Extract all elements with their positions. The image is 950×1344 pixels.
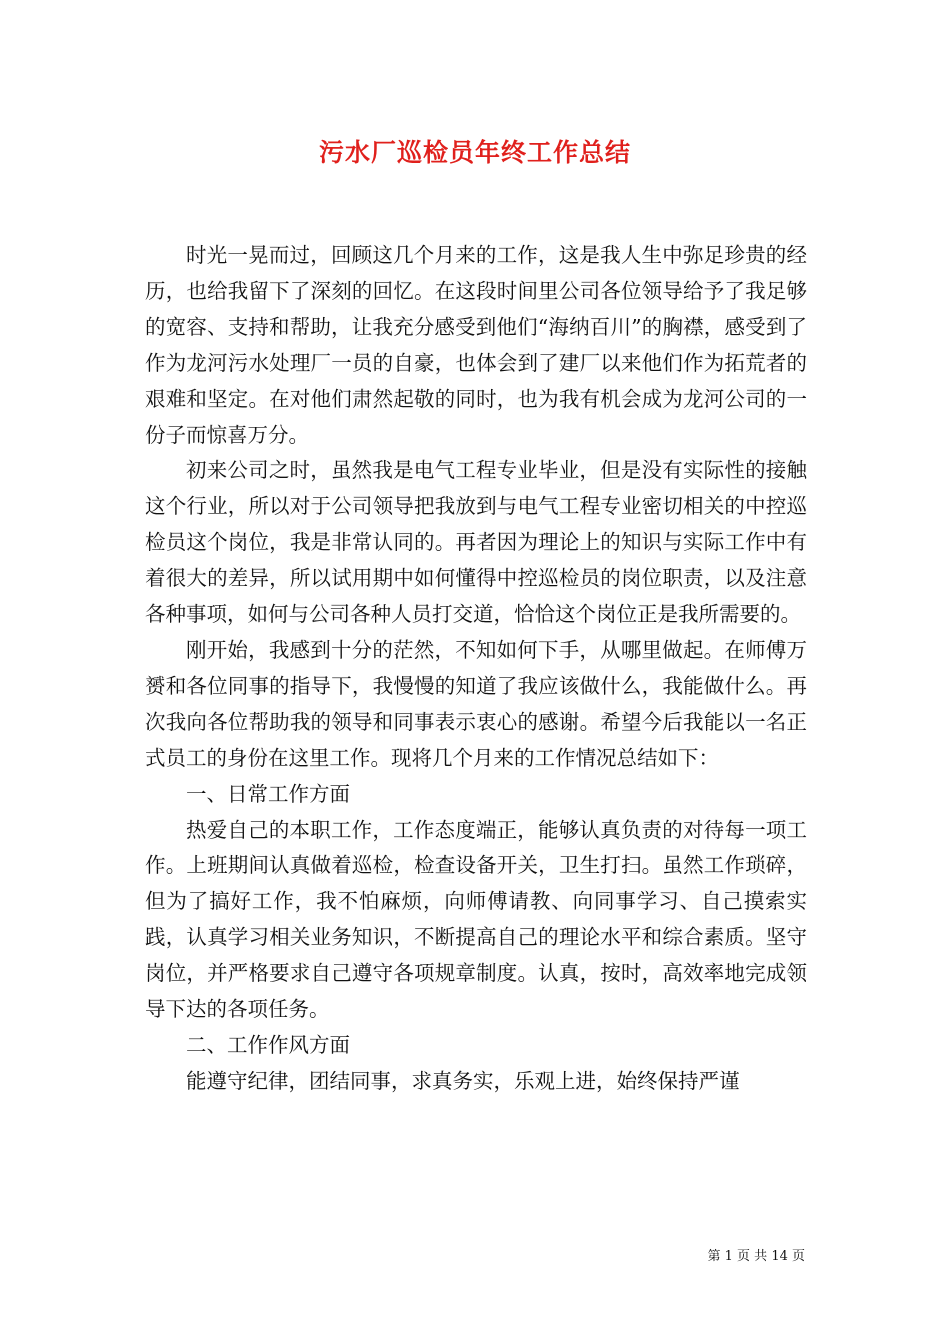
page-number-footer: 第 1 页 共 14 页 [707,1249,805,1264]
paragraph: 热爱自己的本职工作，工作态度端正，能够认真负责的对待每一项工作。上班期间认真做着巡检，检查设备开关，卫生打扫。虽然工作琐碎，但为了搞好工作，我不怕麻烦，向师傅请教、向同事学习、自己摸索实践，认真学习相关业务知识，不断提高自己的理论水平和综合素质。坚守岗位，并严格要求自己遵守各项规章制度。认真，按时，高效率地完成领导下达的各项任务。 [145,817,807,1022]
paragraph: 时光一晃而过，回顾这几个月来的工作，这是我人生中弥足珍贵的经历，也给我留下了深刻的回忆。在这段时间里公司各位领导给予了我足够的宽容、支持和帮助，让我充分感受到他们“海纳百川”的胸襟，感受到了作为龙河污水处理厂一员的自豪，也体会到了建厂以来他们作为拓荒者的艰难和坚定。在对他们肃然起敬的同时，也为我有机会成为龙河公司的一份子而惊喜万分。 [145,243,807,447]
paragraph: 初来公司之时，虽然我是电气工程专业毕业，但是没有实际性的接触这个行业，所以对于公司领导把我放到与电气工程专业密切相关的中控巡检员这个岗位，我是非常认同的。再者因为理论上的知识与实际工作中有着很大的差异，所以试用期中如何懂得中控巡检员的岗位职责，以及注意各种事项，如何与公司各种人员打交道，恰恰这个岗位正是我所需要的。 [145,458,807,627]
document-title: 污水厂巡检员年终工作总结 [318,138,631,167]
section-heading: 一、日常工作方面 [186,781,350,806]
section-heading: 二、工作作风方面 [186,1032,350,1057]
paragraph: 刚开始，我感到十分的茫然，不知如何下手，从哪里做起。在师傅万赟和各位同事的指导下，我慢慢的知道了我应该做什么，我能做什么。再次我向各位帮助我的领导和同事表示衷心的感谢。希望今后我能以一名正式员工的身份在这里工作。现将几个月来的工作情况总结如下： [145,637,807,770]
paragraph: 能遵守纪律，团结同事，求真务实，乐观上进，始终保持严谨 [186,1068,740,1093]
document-body [145,238,807,1100]
